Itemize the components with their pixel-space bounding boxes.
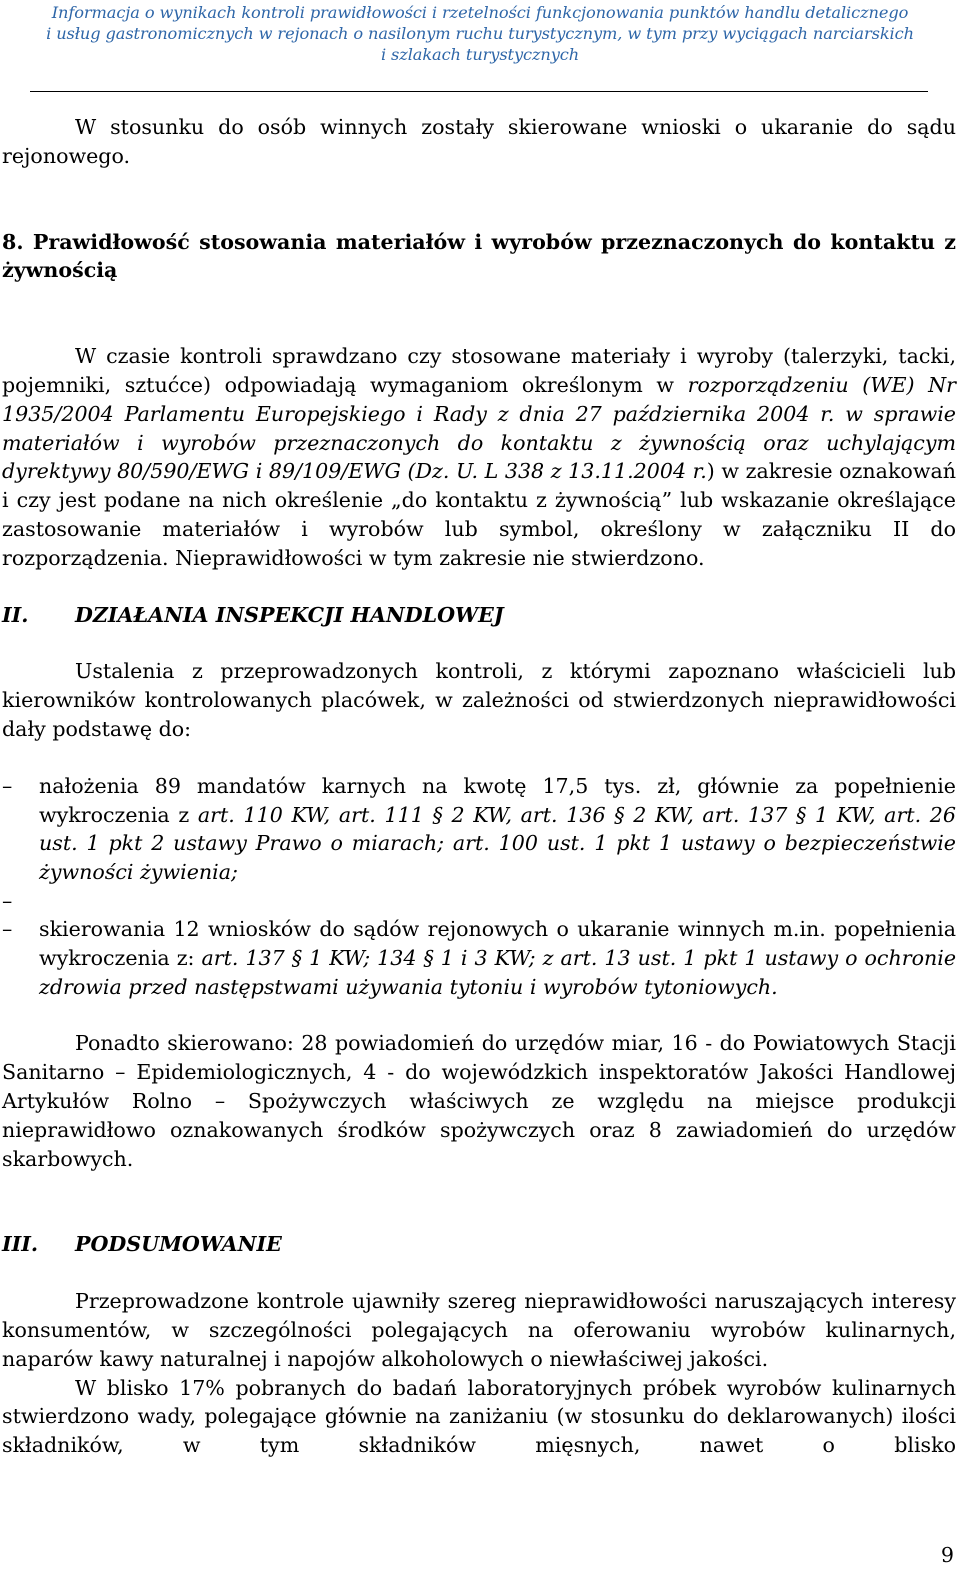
page-number: 9 (940, 1543, 954, 1567)
section-title: DZIAŁANIA INSPEKCJI HANDLOWEJ (75, 602, 504, 627)
section-8-paragraph (2, 342, 956, 572)
section-title: PODSUMOWANIE (75, 1232, 282, 1257)
header-rule (30, 91, 928, 92)
spacer (2, 1173, 956, 1230)
spacer (2, 1001, 956, 1029)
running-header-line: Informacja o wynikach kontroli prawidłowości i rzetelności funkcjonowania punktów handlu detalicznego (51, 3, 909, 22)
spacer (2, 1259, 956, 1287)
section-2-additional: Ponadto skierowano: 28 powiadomień do urzędów miar, 16 - do Powiatowych Stacji Sanitarno – Epidemiologicznych, 4 - do wojewódzkich inspektoratów Jakości Handlowej Artykułów Rolno – Spożywczych właściwych ze względu na miejsce produkcji nieprawidłowo oznakowanych środków spożywczych oraz 8 zawiadomień do urzędów skarbowych. (2, 1031, 956, 1171)
spacer (2, 285, 956, 342)
legal-citation: art. 110 KW, art. 111 § 2 KW, art. 136 § 2 KW, art. 137 § 1 KW, art. 26 ust. 1 pkt 2 ustawy Prawo o miarach; art. 100 ust. 1 pkt 1 ustawy o bezpieczeństwie żywności żywienia; (39, 802, 957, 885)
summary-paragraph-1: Przeprowadzone kontrole ujawniły szereg nieprawidłowości naruszających interesy konsumentów, w szczególności polegających na oferowaniu wyrobów kulinarnych, naparów kawy naturalnej i napojów alkoholowych o niewłaściwej jakości. (2, 1289, 956, 1371)
section-8-heading: 8. Prawidłowość stosowania materiałów i wyrobów przeznaczonych do kontaktu z żywnością (2, 229, 956, 283)
text-run: ) w zakresie oznakowań i czy jest podane na nich określenie „do kontaktu z żywnością” lub wskazanie określające zastosowanie materiałów i wyrobów lub symbol, określony w załączniku II do rozporządzenia. Nieprawidłowości w tym zakresie nie stwierdzono. (2, 459, 956, 570)
spacer (2, 573, 956, 601)
section-number: II. (2, 602, 29, 627)
running-header (0, 0, 960, 65)
running-header-line: i szlakach turystycznych (380, 45, 580, 64)
section-2-intro: Ustalenia z przeprowadzonych kontroli, z którymi zapoznano właścicieli lub kierowników kontrolowanych placówek, w zależności od stwierdzonych nieprawidłowości dały podstawę do: (2, 659, 956, 741)
spacer (2, 629, 956, 657)
text-run: nałożenia 89 mandatów karnych na kwotę 17,5 tys. zł, głównie za popełnienie wykroczenia z (39, 773, 956, 827)
section-number: III. (2, 1232, 39, 1257)
legal-citation: art. 137 § 1 KW; 134 § 1 i 3 KW; z art. 13 ust. 1 pkt 1 ustawy o ochronie zdrowia przed następstwami używania tytoniu i wyrobów tytoniowych. (39, 945, 957, 999)
section-3-heading (2, 1230, 956, 1259)
spacer (2, 171, 956, 228)
list-item (2, 915, 956, 1001)
document-body (2, 113, 956, 1460)
spacer (2, 744, 956, 772)
intro-paragraph: W stosunku do osób winnych zostały skierowane wnioski o ukaranie do sądu rejonowego. (2, 115, 956, 168)
spacer (2, 887, 956, 915)
regulation-citation: rozporządzeniu (WE) Nr 1935/2004 Parlamentu Europejskiego i Rady z dnia 27 października 2004 r. w sprawie materiałów i wyrobów przeznaczonych do kontaktu z żywnością oraz uchylającym dyrektywy 80/590/EWG i 89/109/EWG (Dz. U. L 338 z 13.11.2004 r. (2, 372, 956, 484)
list-item (2, 772, 956, 887)
summary-paragraph-2: W blisko 17% pobranych do badań laboratoryjnych próbek wyrobów kulinarnych stwierdzono wady, polegające głównie na zaniżaniu (w stosunku do deklarowanych) ilości składników, w tym składników mięsnych, nawet o blisko (2, 1375, 956, 1458)
actions-list (2, 772, 956, 1002)
text-run: skierowania 12 wniosków do sądów rejonowych o ukaranie winnych m.in. popełnienia wykroczenia z: (39, 916, 956, 970)
section-2-heading (2, 601, 956, 630)
text-run: W czasie kontroli sprawdzano czy stosowane materiały i wyroby (talerzyki, tacki, pojemniki, sztućce) odpowiadają wymaganiom określonym w (2, 344, 956, 397)
running-header-line: i usług gastronomicznych w rejonach o nasilonym ruchu turystycznym, w tym przy wyciągach narciarskich (46, 24, 914, 43)
